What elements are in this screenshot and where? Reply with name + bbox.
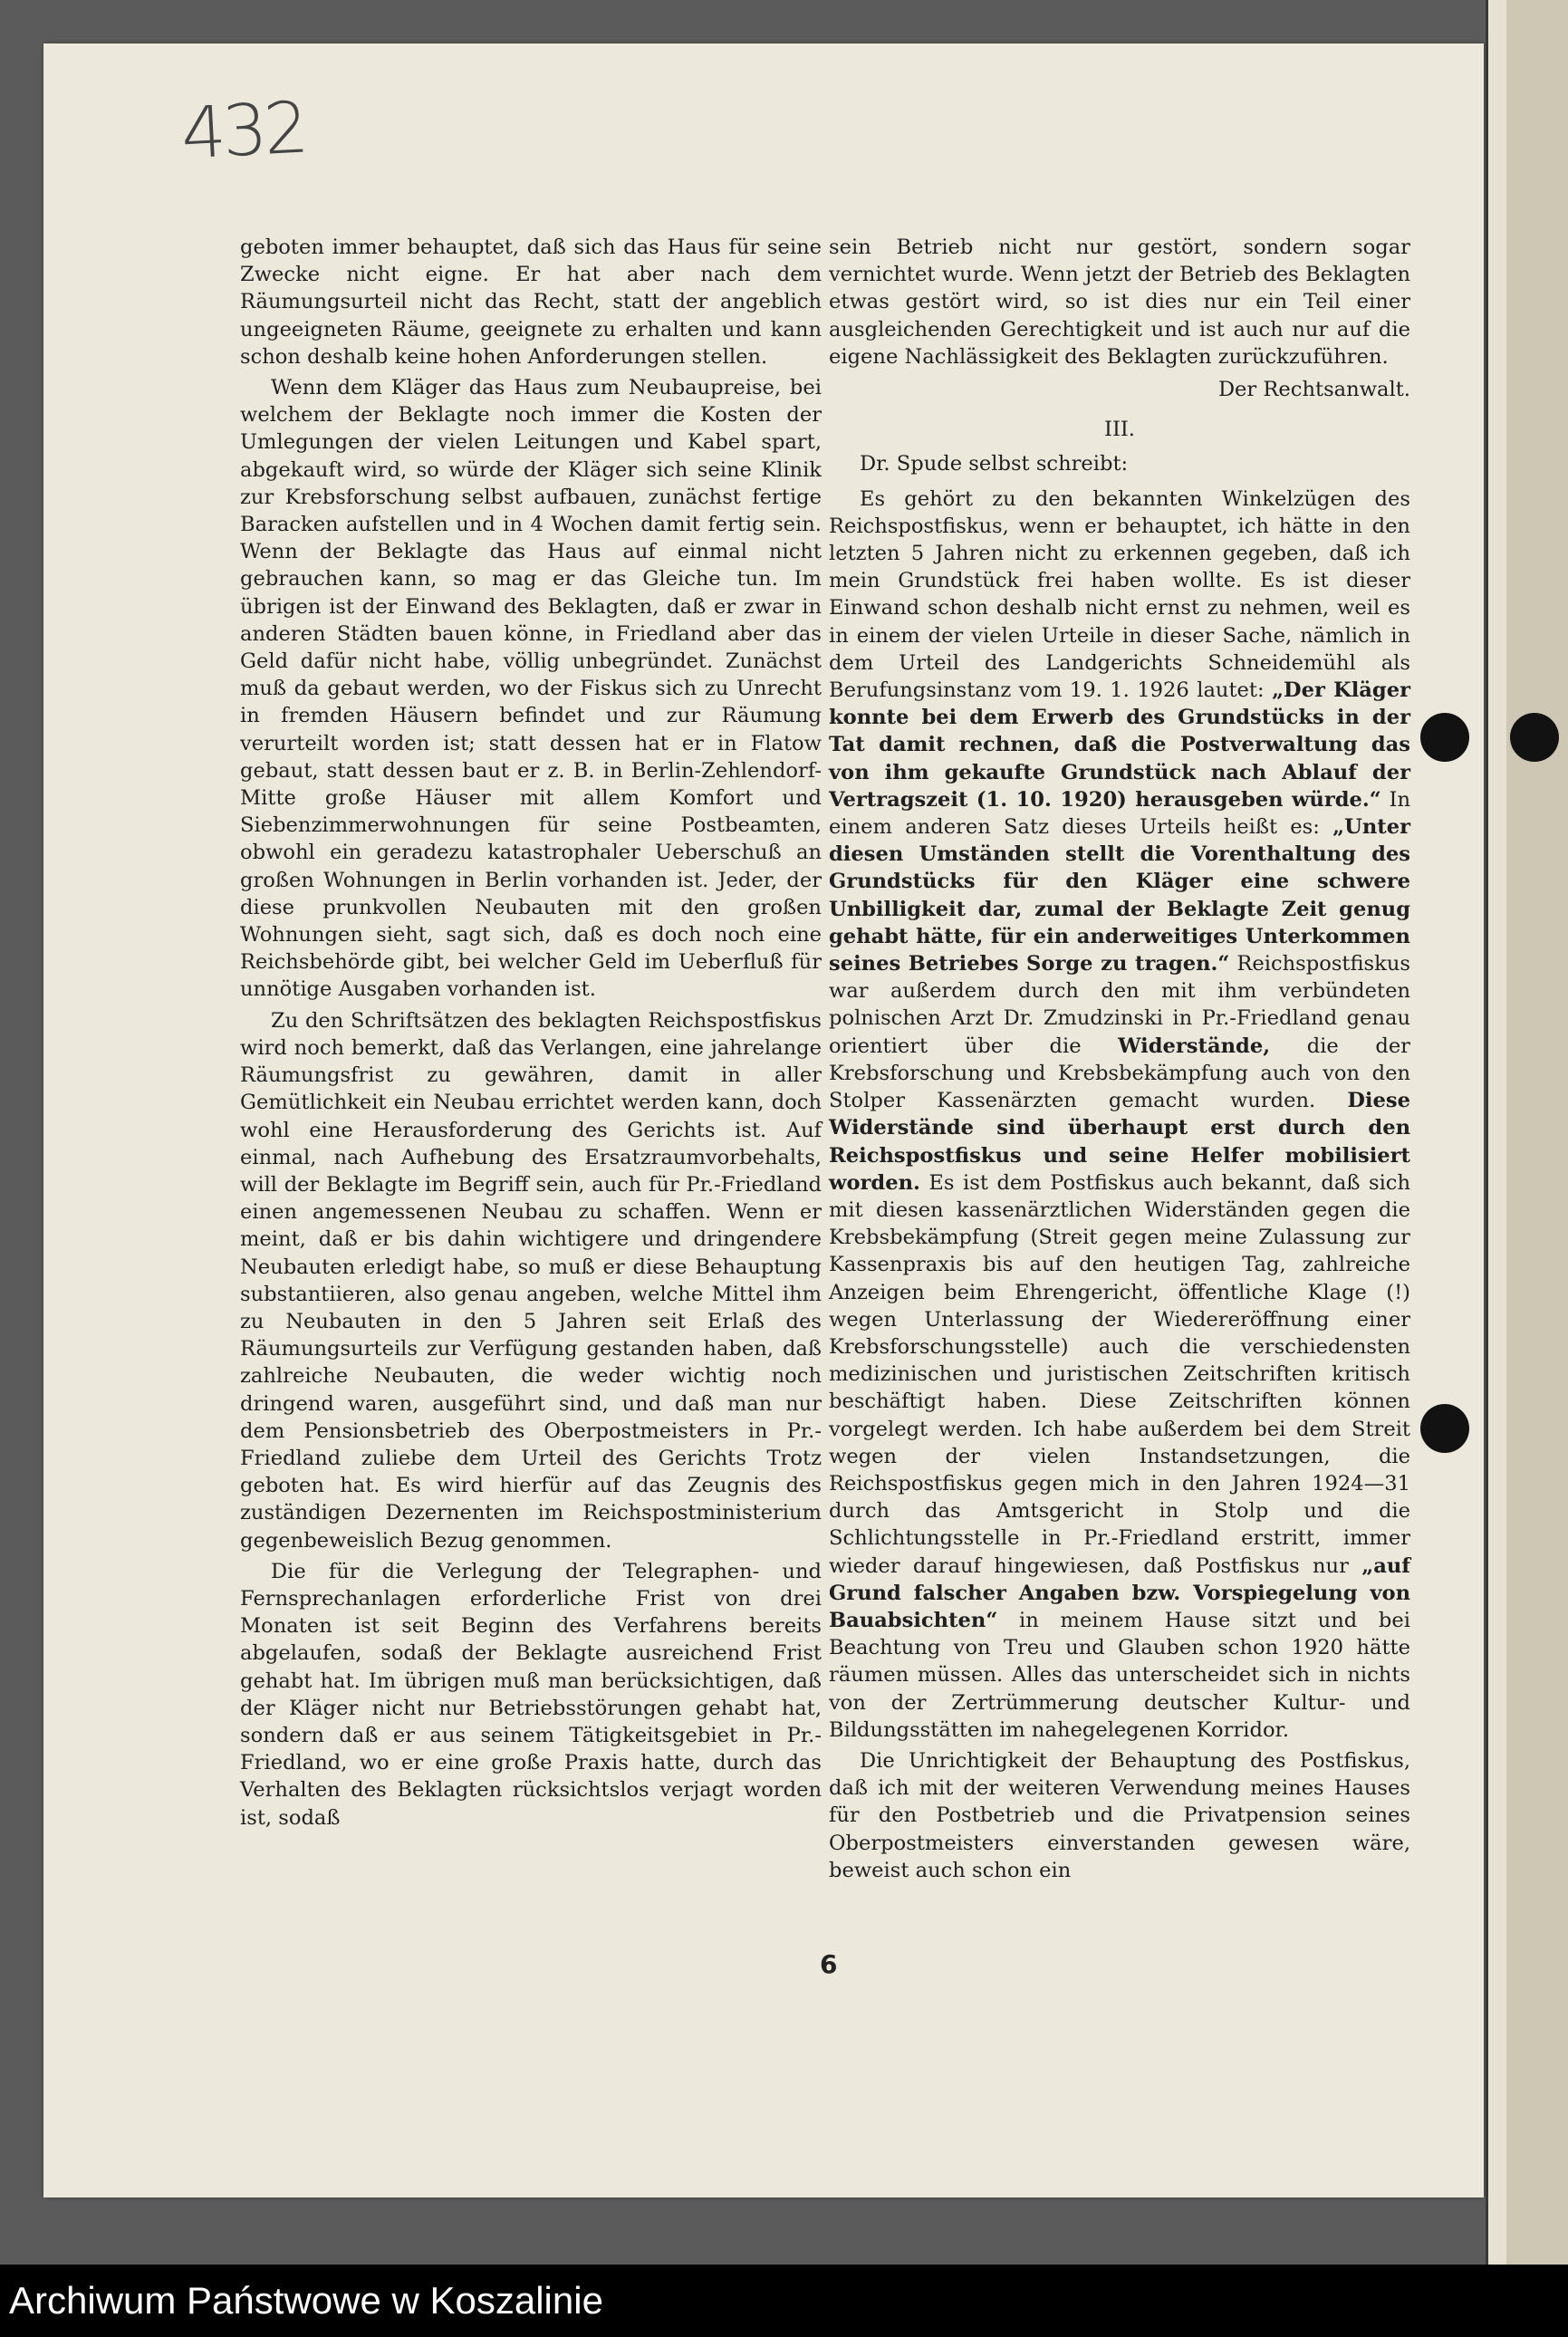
page-edge-strip <box>1488 0 1506 2265</box>
right-text-column <box>829 234 1410 1888</box>
left-paragraph-4: Die für die Verlegung der Telegraphen- und Fernsprechanlagen erforderliche Frist von drei Monaten ist seit Beginn des Verfahrens bereits abgelaufen, sodaß der Beklagte ausreichend Frist gehabt hat. Im übrigen muß man berücksichtigen, daß der Kläger nicht nur Betriebsstörungen gehabt hat, sondern daß er aus seinem Tätigkeitsgebiet in Pr.-Friedland, wo er eine große Praxis hatte, durch das Verhalten des Beklagten rücksichtslos verjagt worden ist, sodaß <box>240 1559 822 1830</box>
left-paragraph-3: Zu den Schriftsätzen des beklagten Reichspostfiskus wird noch bemerkt, daß das Verlangen, eine jahrelange Räumungsfrist zu gewähren, damit in aller Gemütlichkeit ein Neubau errichtet werden kann, doch wohl eine Herausforderung des Gerichts ist. Auf einmal, nach Aufhebung des Ersatzraumvorbehalts, will der Beklagte im Begriff sein, auch für Pr.-Friedland einen angemessenen Neubau zu schaffen. Wenn er meint, daß er bis dahin wichtigere und dringendere Neubauten erledigt habe, so muß er diese Behauptung substantiieren, also genau angeben, welche Mittel ihm zu Neubauten in den 5 Jahren seit Erlaß des Räumungsurteils zur Verfügung gestanden haben, daß zahlreiche Neubauten, die weder wichtig noch dringend waren, ausgeführt sind, und daß man nur dem Pensionsbetrieb des Oberpostmeisters in Pr.-Friedland zuliebe dem Urteil des Gerichts Trotz geboten hat. Es wird hierfür auf das Zeugnis des zuständigen Dezernenten im Reichspostministerium gegenbeweislich Bezug genommen. <box>240 1008 822 1553</box>
emphasis-falsche-angaben: „auf Grund falscher Angaben bzw. Vorspiegelung von Bauabsichten“ <box>829 1553 1411 1632</box>
emphasis-widerstaende: Widerstände, <box>1118 1034 1271 1058</box>
archive-name: Archiwum Państwowe w Koszalinie <box>9 2279 603 2322</box>
paragraph-text: Es gehört zu den bekannten Winkelzügen des Reichspostfiskus, wenn er behauptet, ich hätte in den letzten 5 Jahren nicht zu erkennen gegeben, daß ich mein Grundstück frei haben wollte. Es ist dieser Einwand schon deshalb nicht ernst zu nehmen, weil es in einem der vielen Urteile in dieser Sache, nämlich in dem Urteil des Landgerichts Schneidemühl als Berufungsinstanz vom 19. 1. 1926 lautet: <box>829 486 1410 703</box>
right-paragraph-final: Die Unrichtigkeit der Behauptung des Postfiskus, daß ich mit der weiteren Verwendung meines Hauses für den Postbetrieb und die Privatpension seines Oberpostmeisters einverstanden gewesen wäre, beweist auch schon ein <box>829 1748 1410 1882</box>
paragraph-text: in meinem Hause sitzt und bei Beachtung von Treu und Glauben schon 1920 hätte räumen müssen. Alles das unterscheidet sich in nichts von der Zertrümmerung deutscher Kultur- und Bildungsstätten im nahegelegenen Korridor. <box>829 1608 1410 1742</box>
section-intro: Dr. Spude selbst schreibt: <box>860 452 1129 476</box>
archive-footer-bar <box>0 2265 1568 2337</box>
right-paragraph-main <box>829 486 1410 1744</box>
court-quote-2: „Unter diesen Umständen stellt die Vorenthaltung des Grundstücks für den Kläger eine schwere Unbilligkeit dar, zumal der Beklagte Zeit genug gehabt hätte, für ein anderweitiges Unterkommen seines Betriebes Sorge zu tragen.“ <box>829 815 1410 976</box>
page-number: 6 <box>820 1949 838 1979</box>
paragraph-text: Reichspostfiskus war außerdem durch den mit ihm verbündeten polnischen Arzt Dr. Zmudzinski in Pr.-Friedland genau orientiert über die <box>829 952 1410 1058</box>
paragraph-text: die der Krebsforschung und Krebsbekämpfung auch von den Stolper Kassenärzten gemacht wurden. <box>829 1034 1410 1113</box>
punch-hole-left-upper <box>1420 713 1469 762</box>
court-quote-1: „Der Kläger konnte bei dem Erwerb des Grundstücks in der Tat damit rechnen, daß die Postverwaltung das von ihm gekaufte Grundstück nach Ablauf der Vertragszeit (1. 10. 1920) herausgeben würde.“ <box>829 678 1410 812</box>
section-numeral: III. <box>1104 418 1135 442</box>
punch-hole-left-lower <box>1420 1404 1469 1453</box>
handwritten-folio-number: 432 <box>178 87 308 176</box>
paragraph-text: In einem anderen Satz dieses Urteils heißt es: <box>829 787 1410 840</box>
paragraph-text: Es ist dem Postfiskus auch bekannt, daß sich mit diesen kassenärztlichen Widerständen gegen die Krebsbekämpfung (Streit gegen meine Zulassung zur Kassenpraxis bis auf den heutigen Tag, zahlreiche Anzeigen beim Ehrengericht, öffentliche Klage (!) wegen Unterlassung der Wiedereröffnung einer Krebsforschungsstelle) auch die verschiedensten medizinischen und juristischen Zeitschriften kritisch beschäftigt haben. Diese Zeitschriften können vorgelegt werden. Ich habe außerdem bei dem Streit wegen der vielen Instandsetzungen, die Reichspostfiskus gegen mich in den Jahren 1924—31 durch das Amtsgericht in Stolp und die Schlichtungsstelle in Pr.-Friedland erstritt, immer wieder darauf hingewiesen, daß Postfiskus nur <box>829 1170 1410 1578</box>
lawyer-signature: Der Rechtsanwalt. <box>1217 378 1410 402</box>
left-text-column <box>240 234 822 1835</box>
emphasis-mobilisiert: Diese Widerstände sind überhaupt erst durch den Reichspostfiskus und seine Helfer mobilisiert worden. <box>829 1089 1410 1195</box>
left-paragraph-2: Wenn dem Kläger das Haus zum Neubaupreise, bei welchem der Beklagte noch immer die Kosten der Umlegungen der vielen Leitungen und Kabel spart, abgekauft wird, so würde der Kläger sich seine Klinik zur Krebsforschung selbst aufbauen, zunächst fertige Baracken aufstellen und in 4 Wochen damit fertig sein. Wenn der Beklagte das Haus auf einmal nicht gebrauchen kann, so mag er das Gleiche tun. Im übrigen ist der Einwand des Beklagten, daß er zwar in anderen Städten bauen könne, in Friedland aber das Geld dafür nicht habe, völlig unbegründet. Zunächst muß da gebaut werden, wo der Fiskus sich zu Unrecht in fremden Häusern befindet und zur Räumung verurteilt worden ist; statt dessen hat er in Flatow gebaut, statt dessen baut er z. B. in Berlin-Zehlendorf-Mitte große Häuser mit allem Komfort und Siebenzimmerwohnungen für seine Postbeamten, obwohl ein geradezu katastrophaler Ueberschuß an großen Wohnungen in Berlin vorhanden ist. Jeder, der diese prunkvollen Neubauten mit den großen Wohnungen sieht, sagt sich, daß es doch noch eine Reichsbehörde gibt, bei welcher Geld im Ueberfluß für unnötige Ausgaben vorhanden ist. <box>240 376 822 1002</box>
right-continuation-paragraph: sein Betrieb nicht nur gestört, sondern sogar vernichtet wurde. Wenn jetzt der Betrieb des Beklagten etwas gestört wird, so ist dies nur ein Teil einer ausgleichenden Gerechtigkeit und ist auch nur auf die eigene Nachlässigkeit des Beklagten zurückzuführen. <box>829 236 1410 369</box>
punch-hole-right-upper <box>1510 713 1559 762</box>
next-page-edge <box>1486 0 1568 2265</box>
left-paragraph-1: geboten immer behauptet, daß sich das Haus für seine Zwecke nicht eigne. Er hat aber nach dem Räumungsurteil nicht das Recht, statt der angeblich ungeeigneten Räume, geeignete zu erhalten und kann schon deshalb keine hohen Anforderungen stellen. <box>240 236 822 369</box>
